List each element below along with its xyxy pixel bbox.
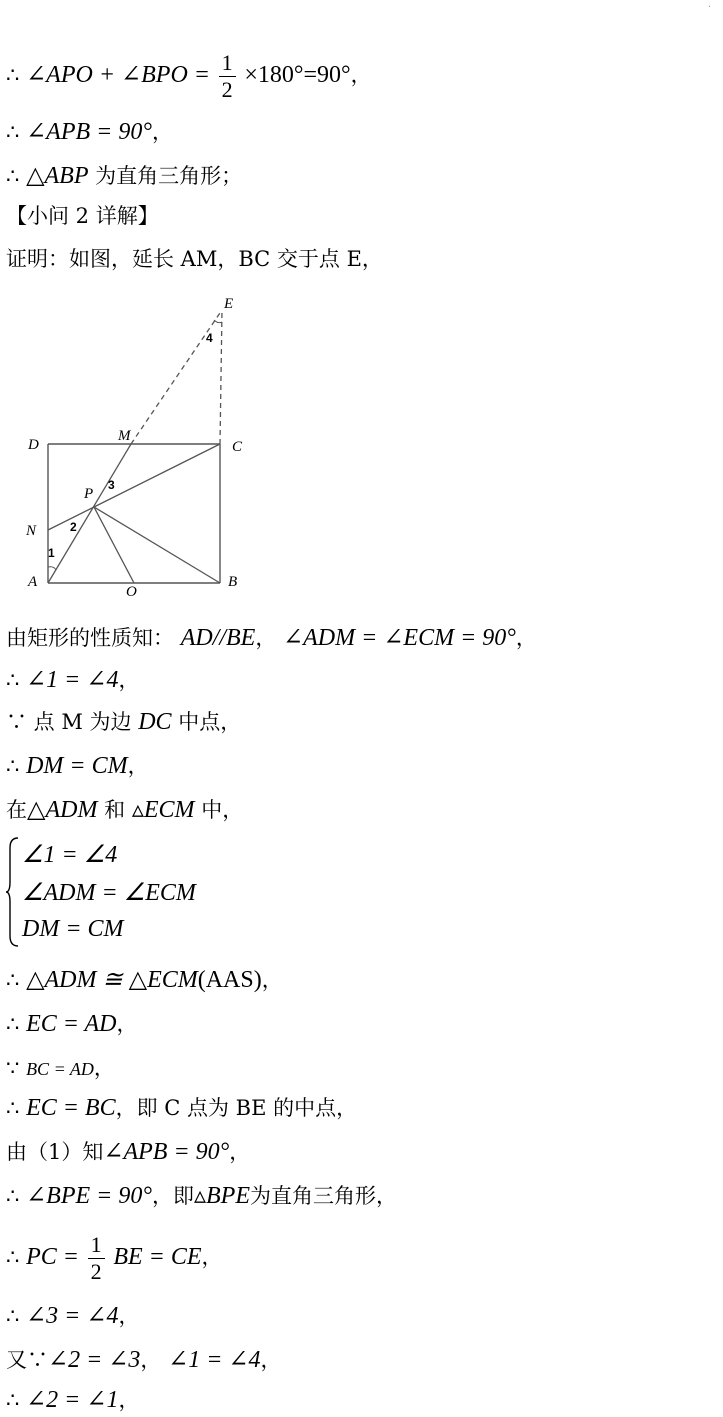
- math-paren: (AAS): [197, 967, 262, 993]
- line-bc-ad: [6, 1054, 115, 1083]
- label-p: P: [84, 486, 94, 502]
- math-expr: ∠3 = ∠4: [26, 1303, 119, 1329]
- fraction-numerator: 1: [219, 50, 236, 77]
- therefore-symbol: ∴: [6, 1304, 20, 1328]
- therefore-symbol: ∴: [6, 120, 20, 144]
- math-expr: DM = CM: [26, 753, 128, 779]
- therefore-symbol: ∴: [6, 1388, 20, 1412]
- math-expr: ∠2 = ∠1: [26, 1387, 119, 1413]
- label-e: E: [224, 296, 234, 312]
- math-expr: ∠APB = 90°: [103, 1139, 230, 1165]
- math-expr-2: ▵BPE: [193, 1183, 250, 1209]
- mid: ，: [140, 1348, 162, 1372]
- text-2: 中点，: [171, 710, 242, 734]
- punct: ，: [201, 1245, 223, 1269]
- line-bpe-right: [6, 1182, 397, 1210]
- therefore-symbol: ∴: [6, 668, 20, 692]
- heading-text: 【小问 2 详解】: [6, 204, 159, 228]
- therefore-symbol: ∴: [6, 968, 20, 992]
- punct: ，: [260, 1348, 282, 1372]
- line-ec-ad: [6, 1010, 137, 1038]
- therefore-symbol: ∴: [6, 164, 20, 188]
- text: 又∵: [6, 1348, 48, 1372]
- text: 在: [6, 798, 27, 822]
- punct: ，: [127, 754, 149, 778]
- line-in-triangles: [6, 796, 243, 824]
- math-expr-2: ∠ADM = ∠ECM = 90°: [283, 625, 516, 651]
- line-rectangle-property: [6, 624, 537, 652]
- punct: ，: [350, 63, 372, 87]
- line-also-because: [6, 1346, 282, 1374]
- punct: ，: [229, 1140, 251, 1164]
- text-2: 为直角三角形，: [249, 1184, 397, 1208]
- text-3: 中，: [194, 798, 244, 822]
- fraction-denominator: 2: [90, 1259, 102, 1284]
- fraction-denominator: 2: [221, 77, 233, 102]
- fraction-numerator: 1: [88, 1232, 105, 1259]
- math-tail: BE = CE: [113, 1244, 202, 1270]
- math-expr: ∠BPE = 90°: [26, 1183, 152, 1209]
- dashed-ce: [220, 310, 222, 444]
- punct: ，: [515, 626, 537, 650]
- text: 由矩形的性质知：: [6, 626, 174, 650]
- line-apb: [6, 118, 173, 146]
- therefore-symbol: ∴: [6, 1096, 20, 1120]
- math-expr: △ADM ≅ △ECM: [26, 967, 198, 993]
- punct: ，: [93, 1056, 115, 1080]
- angle-arc-4: [214, 320, 222, 323]
- math-expr: ∠1 = ∠4: [26, 667, 119, 693]
- therefore-symbol: ∴: [6, 754, 20, 778]
- punct: ，: [261, 968, 283, 992]
- therefore-symbol: ∴: [6, 63, 20, 87]
- fraction: [219, 50, 236, 103]
- math-expr: DC: [138, 709, 172, 735]
- equation-system: [6, 836, 306, 948]
- label-b: B: [228, 574, 238, 590]
- because-symbol: ∵: [6, 710, 27, 734]
- therefore-symbol: ∴: [6, 1184, 20, 1208]
- punct: ，: [118, 1304, 140, 1328]
- line-abp-right: [6, 162, 242, 190]
- label-c: C: [232, 439, 243, 455]
- segment-pb: [94, 507, 220, 583]
- text: 点 M 为边: [27, 710, 139, 734]
- math-expr: PC =: [26, 1244, 79, 1270]
- math-expr: ∠APO + ∠BPO =: [26, 62, 210, 88]
- text: ，即 C 点为 BE 的中点，: [115, 1096, 358, 1120]
- line-dm-cm: [6, 752, 149, 780]
- geometry-figure: [18, 290, 258, 602]
- math-expr: BC = AD: [26, 1059, 94, 1079]
- angle-label-2: 2: [70, 520, 77, 534]
- because-symbol: ∵: [6, 1056, 20, 1080]
- system-row-2: ∠ADM = ∠ECM: [22, 880, 196, 906]
- line-angle2-angle1: [6, 1386, 139, 1414]
- punct: ，: [118, 668, 140, 692]
- math-expr: △ADM: [27, 797, 98, 823]
- angle-label-1: 1: [48, 546, 55, 560]
- system-row-1: ∠1 = ∠4: [22, 842, 118, 868]
- line-from-part1: [6, 1138, 250, 1166]
- therefore-symbol: ∴: [6, 1245, 20, 1269]
- math-expr-2: ∠1 = ∠4: [168, 1347, 261, 1373]
- text: ，即: [151, 1184, 194, 1208]
- angle-label-3: 3: [108, 478, 115, 492]
- line-midpoint: [6, 708, 241, 736]
- section-heading: [6, 202, 159, 230]
- line-angle1-angle4: [6, 666, 139, 694]
- punct: ，: [116, 1012, 138, 1036]
- label-n: N: [26, 523, 37, 539]
- angle-label-4: 4: [206, 331, 213, 345]
- line-apo-bpo: [6, 50, 372, 103]
- system-row-3: DM = CM: [22, 916, 124, 942]
- mid: ，: [255, 626, 277, 650]
- text: 证明：如图，延长 AM，BC 交于点 E，: [6, 247, 383, 271]
- corner-mark: ·: [707, 2, 711, 13]
- label-d: D: [28, 437, 39, 453]
- line-ec-bc: [6, 1094, 357, 1122]
- fraction: [88, 1232, 105, 1285]
- math-expr: EC = AD: [26, 1011, 117, 1037]
- text-2: 和: [97, 798, 132, 822]
- math-expr-2: ▵ECM: [131, 797, 195, 823]
- label-o: O: [126, 584, 137, 600]
- math-tail: ×180°=90°: [244, 62, 351, 88]
- math-expr: AD//BE: [180, 625, 256, 651]
- left-brace: [6, 836, 20, 948]
- line-angle3-angle4: [6, 1302, 139, 1330]
- label-a: A: [28, 574, 38, 590]
- therefore-symbol: ∴: [6, 1012, 20, 1036]
- angle-arc-1: [48, 567, 56, 570]
- math-expr: ∠2 = ∠3: [48, 1347, 141, 1373]
- label-m: M: [118, 428, 131, 444]
- line-proof-intro: [6, 245, 383, 273]
- math-expr: EC = BC: [26, 1095, 116, 1121]
- line-pc-half-be: [6, 1232, 223, 1285]
- segment-am: [48, 444, 131, 583]
- math-expr: ∠APB = 90°: [26, 119, 152, 145]
- punct: ，: [118, 1388, 140, 1412]
- math-expr: △ABP: [26, 163, 89, 189]
- punct: ，: [151, 120, 173, 144]
- line-congruent: [6, 966, 283, 994]
- text: 为直角三角形；: [88, 164, 243, 188]
- text: 由（1）知: [6, 1140, 104, 1164]
